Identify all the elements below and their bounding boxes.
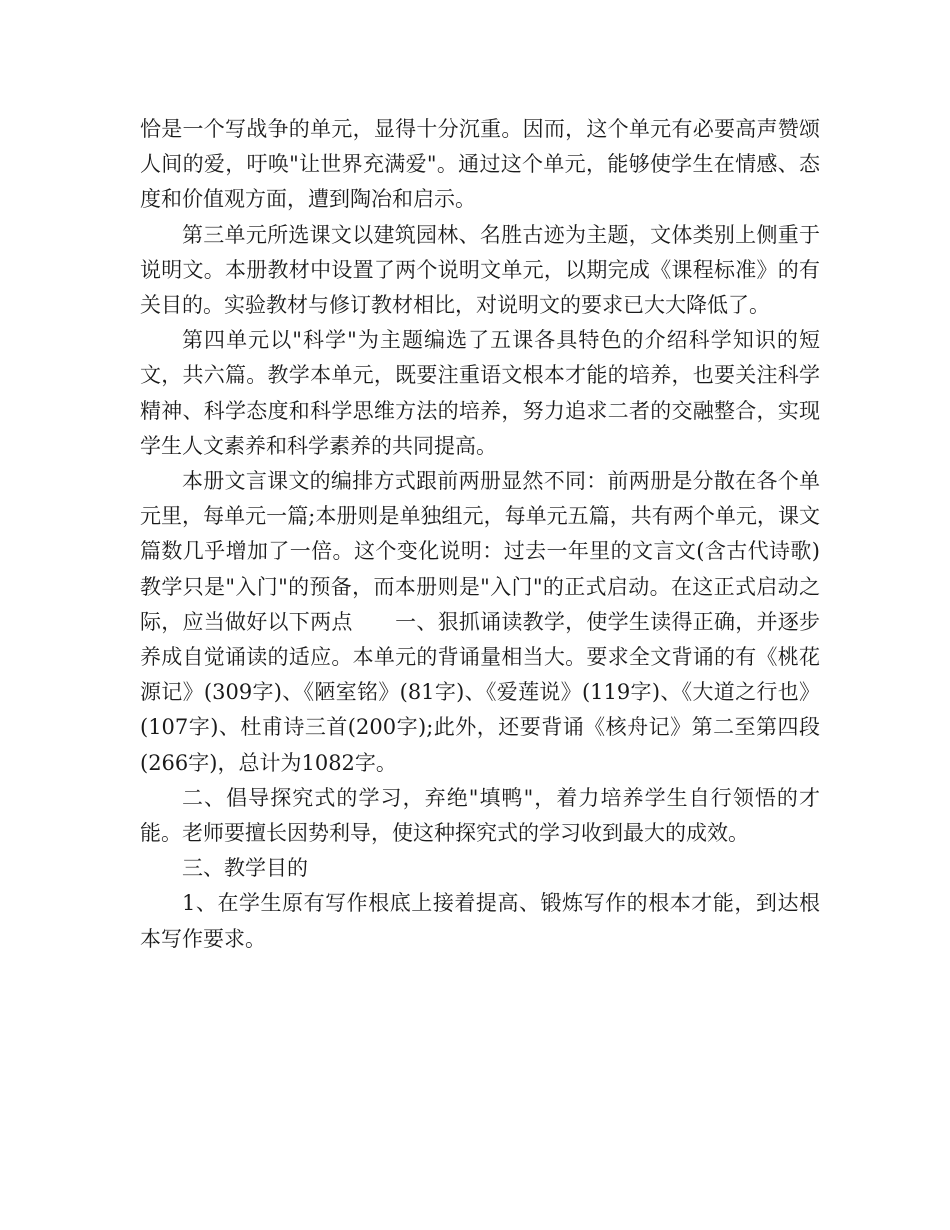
paragraph-war-unit: 恰是一个写战争的单元，显得十分沉重。因而，这个单元有必要高声赞颂人间的爱，吁唤"让世界充满爱"。通过这个单元，能够使学生在情感、态度和价值观方面，遭到陶冶和启示。 [140, 117, 820, 212]
paragraph-goal-one: 1、在学生原有写作根底上接着提高、锻炼写作的根本才能，到达根本写作要求。 [140, 891, 820, 951]
paragraph-inquiry-learning: 二、倡导探究式的学习，弃绝"填鸭"，着力培养学生自行领悟的才能。老师要擅长因势利导，使这种探究式的学习收到最大的成效。 [140, 785, 820, 846]
document-body [140, 112, 820, 957]
section-heading-teaching-goals: 三、教学目的 [182, 856, 308, 881]
paragraph-classical-chinese: 本册文言课文的编排方式跟前两册显然不同：前两册是分散在各个单元里，每单元一篇;本册则是单独组元，每单元五篇，共有两个单元，课文篇数几乎增加了一倍。这个变化说明：过去一年里的文言文(含古代诗歌)教学只是"入门"的预备，而本册则是"入门"的正式启动。在这正式启动之际，应当做好以下两点 一、狠抓诵读教学，使学生读得正确，并逐步养成自觉诵读的适应。本单元的背诵量相当大。要求全文背诵的有《桃花源记》(309字)、《陋室铭》(81字)、《爱莲说》(119字)、《大道之行也》(107字)、杜甫诗三首(200字);此外，还要背诵《核舟记》第二至第四段(266字)，总计为1082字。 [140, 469, 820, 775]
paragraph-unit-four: 第四单元以"科学"为主题编选了五课各具特色的介绍科学知识的短文，共六篇。教学本单元，既要注重语文根本才能的培养，也要关注科学精神、科学态度和科学思维方法的培养，努力追求二者的交融整合，实现学生人文素养和科学素养的共同提高。 [140, 328, 820, 458]
paragraph-unit-three: 第三单元所选课文以建筑园林、名胜古迹为主题，文体类别上侧重于说明文。本册教材中设置了两个说明文单元，以期完成《课程标准》的有关目的。实验教材与修订教材相比，对说明文的要求已大大降低了。 [140, 222, 820, 318]
